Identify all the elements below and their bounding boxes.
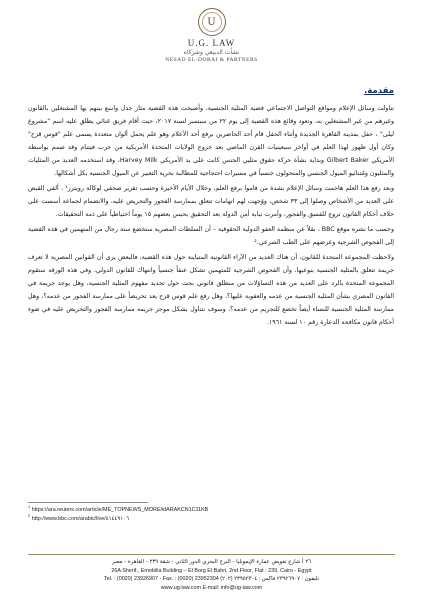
paragraph-intro xyxy=(28,102,394,180)
name-gilbert-baker: Gilbert Baker xyxy=(326,157,369,164)
footnotes xyxy=(28,502,394,524)
paragraph-intro-text-2: وبداية نشأة حركة حقوق مثليي الجنس كانت على يد الأمريكي xyxy=(160,157,325,164)
footnote-divider xyxy=(28,502,148,503)
footnote-1-link[interactable]: https://ara.reuters.com/article/ME_TOPNEWS_MORE/idARAKCN1C11KB xyxy=(31,507,209,513)
firm-name: U.G. LAW xyxy=(187,38,236,48)
footnote-2-link[interactable]: http://www.bbc.com/arabic/live/٤١٤٤٩١٠٦ xyxy=(31,516,129,522)
footer-web-email[interactable]: www.ug-law.com E-mail: info@ug-law.com xyxy=(160,584,263,591)
footnote-1 xyxy=(28,506,394,515)
firm-logo xyxy=(198,8,226,36)
footnote-2 xyxy=(28,515,394,524)
letterhead xyxy=(0,8,423,63)
paragraph-intro-text-3: ، وقد استخدمه العديد من المثليات والمثليون ومُتنائيو الميول الجنسي والمتحولون جنسياً في مسيرات احتجاجية للمطالبة بحرية التعبير عن الميول الجنسية بكل أشكالها. xyxy=(28,157,394,177)
footnote-2-number: 2 xyxy=(28,513,31,519)
footer-phone-fax: Tel. : (0020) 23926907 - Fax. : (0020) 23952304 (٢٠٢) تليفون : ٢٣٩٢٦٩٠٧ فاكس : ٢٣٩٥٢٣٠٤ xyxy=(104,576,319,582)
logo-letter: U xyxy=(207,16,216,28)
paragraph-legal-views: ولاحظت المجموعة المتحدة للقانون، أن هناك العديد من الآراء القانونية المتباينة حول هذه القضية، فالبعض يرى أن القوانين المصرية لا تعرف جريمة تتعلق بالمثلية الجنسية بنوعيها، وأن الفحوص الشرجية للمتهمين تشكل عنفاً جنسياً وانتهاك للقانون الدولي، وفي هذه الورقة ستقوم المجموعة المتحدة بالرد على العديد من هذه التساؤلات من منطلق قانوني بحت حول تحديد مفهوم المثلية الجنسية، وهل يوجد جريمة في القانون المصري بشأن المثلية الجنسية من عدمه والعقوبة عليها؟، وهل رفع علم قوس قزح يعد تحريضاً على ممارسة الفجور من عدمه؟، وهل ممارسة المثلية الجنسية للنساء أيضاً تخضع للتجريم من عدمه؟، وسوف نتناول بشكل موجز جريمة ممارسة الفجور والتحريض عليه في ضوء أحكام قانون مكافحة الدعارة رقم ١٠ لسنة ١٩٦١. xyxy=(28,254,394,326)
footer-address-arabic: ٢٦ أ شارع تفويض عمارة الإيموبليا - البرج البحري الدور الثاني - شقة ٢٣٩ - القاهرة - مصر xyxy=(112,559,311,565)
paragraph-bbc: وحسب ما نشره موقع BBC ، نقلاً عن منظمة العفو الدولية الحقوقية – أن السلطات المصرية ستخضع ستة رجال من المتهمين في هذه القضية إلى الفحوص الشرجية وعرضهم على الطب الشرعي.² xyxy=(28,226,394,246)
name-harvey-milk: Harvey Milk xyxy=(119,157,158,164)
footer-divider xyxy=(28,554,395,555)
footer-address-english: 26A Sherif., Emobilia Building – El Borg El Bahri, 2nd Floor, Flat : 239, Cairo - Egypt xyxy=(111,567,312,574)
document-body xyxy=(28,85,394,331)
paragraph-arrests: وبعد رفع هذا العلم هاجمت وسائل الإعلام بشدة من قاموا برفع العلم، وخلال الأيام الأخيرة وحسب تقرير صحفي لوكالة رويترز¹ ، ألقي القبض على العديد من الأشخاص وصلوا إلى ٣٣ شخص، ووُجهت لهم اتهامات تتعلق بممارسة الفجور والتحريض عليه، والانضمام لجماعة أسست على خلاف أحكام القانون تروج للفسق والفجور، وأمرت نيابة أمن الدولة بعد التحقيق بحبس بعضهم ١٥ يوماً احتياطياً على ذمة التحقيقات. xyxy=(28,185,394,218)
firm-name-arabic: نشأت الدبيعي وشركاه xyxy=(183,49,240,56)
section-heading: مقدمة. xyxy=(364,86,394,96)
footnote-1-number: 1 xyxy=(28,504,31,510)
firm-partners: NESAD EL-DORAI & PARTNERS xyxy=(165,57,258,63)
letterhead-footer xyxy=(0,554,423,592)
paragraph-intro-text: تناولت وسائل الإعلام ومواقع التواصل الاجتماعي قضية المثلية الجنسية، وأصبحت هذه القضية مثار جدل واسع بينهم بها المشتغلين بالقانون وغيرهم من غير المشتغلين به، وتعود وقائع هذه القضية إلى يوم ٢٢ من سبتمبر لسنة ٢٠١٧، حيث أقام فريق غنائي يطلق عليه اسم "مشروع ليلى" ، حفل بمدينة القاهرة الجديدة وأثناء الحفل قام أحد الحاضرين برفع أحد الأعلام وهو علم يحمل ألوان متعددة يسمى علم "قوس قزح" وكان أول ظهور لهذا العلم في أواخر سبعينيات القرن الماضي بعد خروج الولايات المتحدة الأمريكية من حرب فيتنام وقد صمم بواسطة الأمريكي xyxy=(28,105,395,164)
